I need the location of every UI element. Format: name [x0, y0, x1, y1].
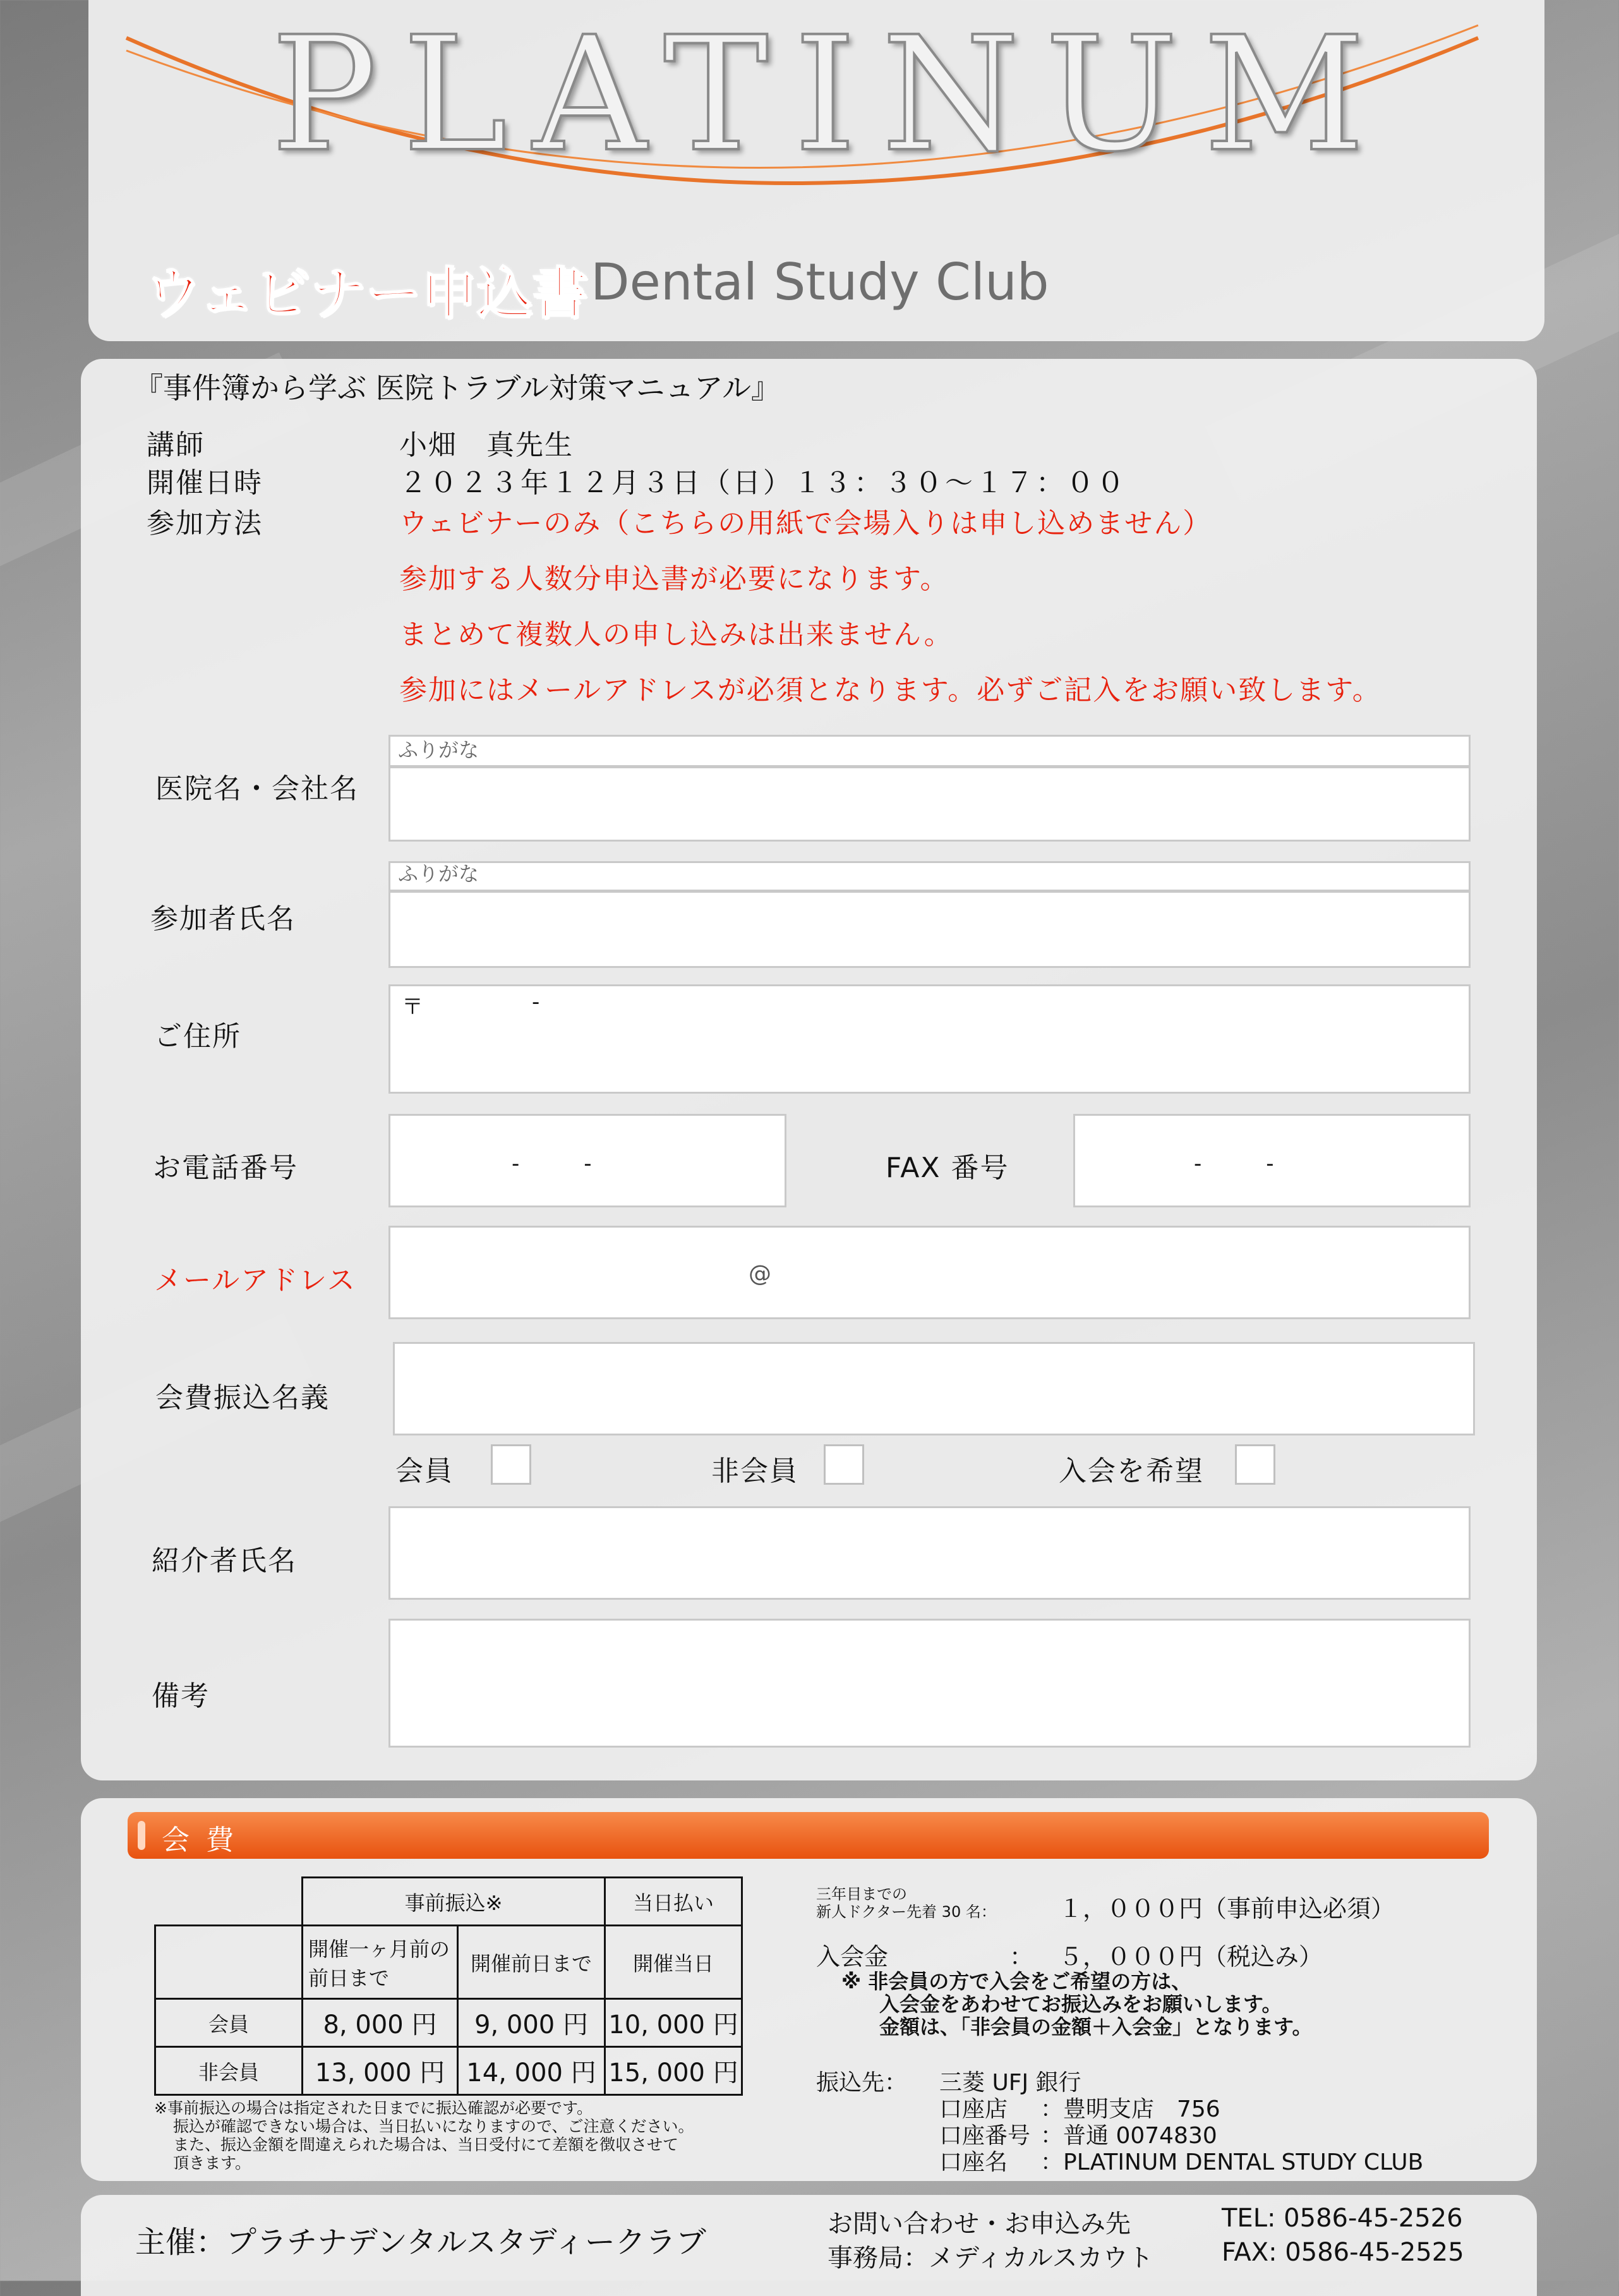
fee-cell: 10, 000 円 [605, 1999, 742, 2047]
account-label: 口座番号 [939, 2123, 1031, 2149]
office-name: 事務局：メディカルスカウト [828, 2244, 1153, 2273]
account-value: ：普通 0074830 [1040, 2123, 1217, 2149]
fee-bar-marker [138, 1821, 145, 1850]
remarks-label: 備考 [152, 1680, 210, 1712]
footer-fax: FAX: 0586-45-2525 [1222, 2238, 1464, 2267]
holder-label: 口座名 [939, 2149, 1008, 2175]
contact-label: お問い合わせ・お申込み先 [828, 2209, 1131, 2239]
email-at: @ [749, 1261, 771, 1287]
date-value: ２０２３年１２月３日（日）１３：３０～１７：００ [399, 467, 1127, 499]
organizer: 主催：プラチナデンタルスタディークラブ [135, 2225, 706, 2260]
bank-info [816, 2070, 1423, 2176]
method-value: ウェビナーのみ（こちらの用紙で会場入りは申し込めません） [399, 507, 1212, 540]
club-name: Dental Study Club [591, 253, 1049, 311]
postal-mark: 〒 [402, 994, 423, 1020]
fee-header-prepay: 事前振込※ [303, 1878, 605, 1926]
nonmember-checkbox[interactable] [824, 1444, 864, 1485]
fee-cell: 15, 000 円 [605, 2047, 742, 2095]
fee-row-label: 非会員 [155, 2047, 303, 2095]
branch-value: ：豊明支店 756 [1040, 2096, 1220, 2122]
email-field[interactable] [388, 1226, 1471, 1319]
fee-cell: 8, 000 円 [303, 1999, 458, 2047]
clinic-name-field[interactable] [388, 766, 1471, 842]
holder-value: ：PLATINUM DENTAL STUDY CLUB [1040, 2149, 1424, 2175]
entry-fee-price: ５，０００円（税込み） [1059, 1943, 1323, 1971]
newdoc-label: 三年目までの 新人ドクター先着 30 名： [816, 1885, 996, 1921]
clinic-furigana-field[interactable] [388, 735, 1471, 767]
fee-col-1: 開催一ヶ月前の前日まで [303, 1926, 458, 1999]
note-line: 参加する人数分申込書が必要になります。 [399, 563, 949, 595]
address-label: ご住所 [154, 1020, 241, 1053]
bank-label: 振込先： [816, 2070, 908, 2096]
clinic-label: 医院名・会社名 [155, 773, 359, 805]
event-title: 『事件簿から学ぶ 医院トラブル対策マニュアル』 [134, 371, 780, 405]
fee-section-bar [128, 1812, 1489, 1859]
footer-tel: TEL: 0586-45-2526 [1222, 2204, 1463, 2233]
fax-label: FAX 番号 [886, 1152, 1009, 1184]
note-line: 参加にはメールアドレスが必須となります。必ずご記入をお願い致します。 [399, 674, 1381, 706]
member-label: 会員 [395, 1455, 454, 1487]
join-checkbox[interactable] [1235, 1444, 1275, 1485]
referrer-label: 紹介者氏名 [152, 1545, 297, 1577]
newdoc-price: １，０００円（事前申込必須） [1059, 1895, 1395, 1923]
postal-dash: - [532, 989, 540, 1015]
method-label: 参加方法 [147, 507, 263, 540]
fee-col-2: 開催前日まで [458, 1926, 605, 1999]
form-title: ウェビナー申込書 [145, 261, 588, 326]
header-panel [88, 0, 1544, 341]
email-label: メールアドレス [154, 1264, 356, 1296]
furigana-label: ふりがな [398, 862, 479, 886]
branch-label: 口座店 [939, 2096, 1008, 2122]
entry-fee-notes: ※ 非会員の方で入会をご希望の方は、 入会金をあわせてお振込みをお願いします。 金額は、「非会員の金額＋入会金」となります。 [841, 1969, 1313, 2039]
fee-footnote: ※事前振込の場合は指定された日までに振込確認が必要です。 振込が確認できない場合は、当日払いになりますので、ご注意ください。 また、振込金額を間違えられた場合は、当日受付にて差額を徴収させて 頂きます。 [154, 2099, 694, 2172]
name-label: 参加者氏名 [150, 903, 296, 935]
remarks-field[interactable] [388, 1619, 1471, 1748]
logo-wordmark: PLATINUM [270, 3, 1391, 186]
fee-cell: 13, 000 円 [303, 2047, 458, 2095]
join-label: 入会を希望 [1059, 1455, 1204, 1487]
fee-section-title: 会 費 [162, 1824, 238, 1856]
fee-row-label: 会員 [155, 1999, 303, 2047]
nonmember-label: 非会員 [711, 1455, 798, 1487]
lecturer-value: 小畑 真先生 [399, 429, 574, 461]
lecturer-label: 講師 [147, 429, 205, 461]
address-field[interactable] [388, 984, 1471, 1094]
fee-cell: 14, 000 円 [458, 2047, 605, 2095]
fee-table [154, 1876, 743, 2096]
entry-fee-colon: ： [1009, 1943, 1034, 1971]
member-checkbox[interactable] [491, 1444, 531, 1485]
entry-fee-label: 入会金 [816, 1943, 889, 1971]
participant-name-field[interactable] [388, 891, 1471, 968]
fee-col-3: 開催当日 [605, 1926, 742, 1999]
fee-header-sameday: 当日払い [605, 1878, 742, 1926]
date-label: 開催日時 [147, 467, 263, 499]
transfer-name-label: 会費振込名義 [155, 1382, 330, 1414]
fee-cell: 9, 000 円 [458, 1999, 605, 2047]
transfer-name-field[interactable] [393, 1342, 1475, 1435]
note-line: まとめて複数人の申し込みは出来ません。 [399, 619, 953, 651]
referrer-field[interactable] [388, 1506, 1471, 1600]
phone-placeholder: - - [512, 1151, 592, 1176]
bank-name: 三菱 UFJ 銀行 [939, 2070, 1081, 2096]
name-furigana-field[interactable] [388, 861, 1471, 891]
furigana-label: ふりがな [398, 738, 479, 762]
phone-label: お電話番号 [153, 1152, 298, 1184]
fax-placeholder: - - [1194, 1151, 1274, 1176]
